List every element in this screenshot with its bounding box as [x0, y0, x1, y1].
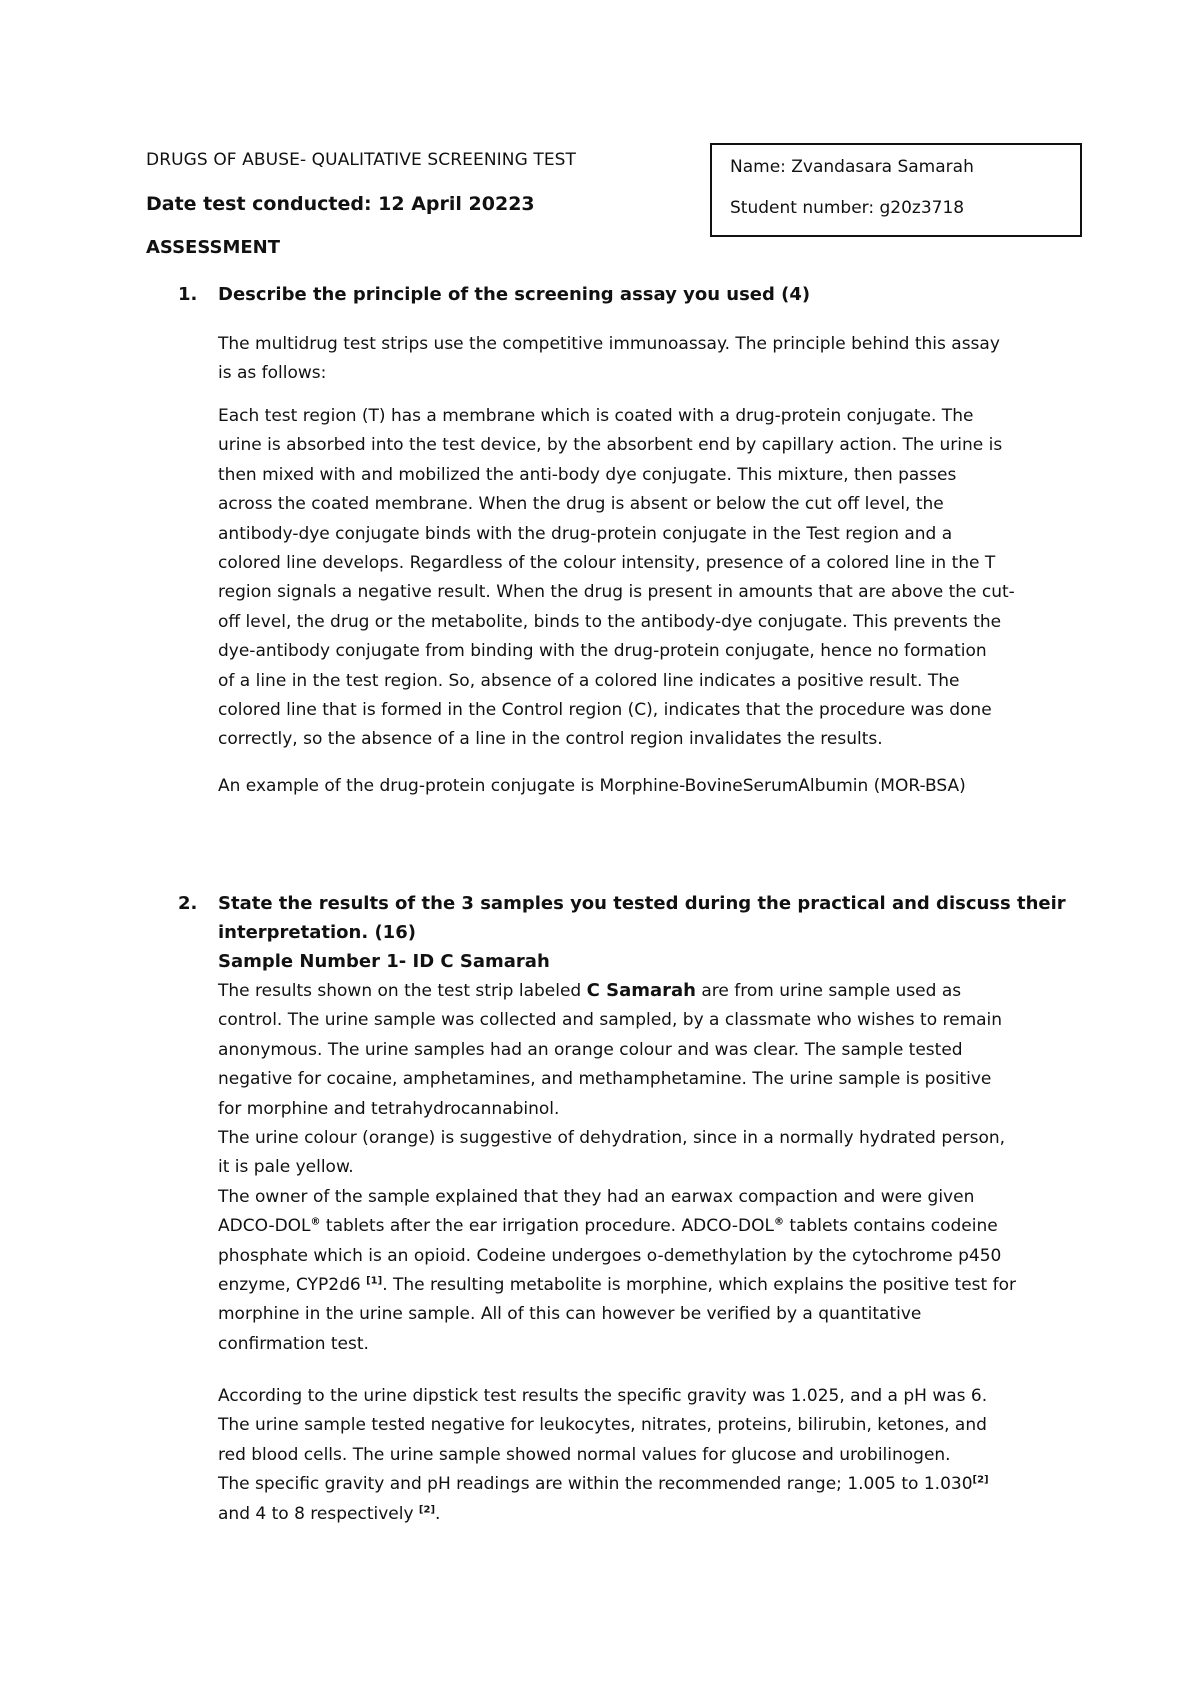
text-line: enzyme, CYP2d6 [1]. The resulting metabolite is morphine, which explains the positive test for — [218, 1275, 1016, 1296]
text-line: The specific gravity and pH readings are within the recommended range; 1.005 to 1.030[2] — [218, 1474, 989, 1495]
text-line: correctly, so the absence of a line in the control region invalidates the results. — [218, 729, 883, 750]
text-line: antibody-dye conjugate binds with the drug-protein conjugate in the Test region and a — [218, 523, 953, 544]
text-line: Each test region (T) has a membrane which is coated with a drug-protein conjugate. The — [218, 406, 974, 426]
text-line: The multidrug test strips use the competitive immunoassay. The principle behind this assay — [218, 334, 1000, 354]
question-1-intro — [218, 330, 1060, 389]
text-line: dye-antibody conjugate from binding with the drug-protein conjugate, hence no formation — [218, 641, 987, 662]
question-2-heading — [218, 889, 1078, 976]
text-line: for morphine and tetrahydrocannabinol. — [218, 1098, 560, 1119]
question-2-heading-line: interpretation. (16) — [218, 922, 416, 943]
question-2-heading-line: State the results of the 3 samples you tested during the practical and discuss their — [218, 893, 1066, 914]
date-conducted: Date test conducted: 12 April 20223 — [146, 193, 535, 215]
question-1-example — [218, 772, 1060, 801]
text-line: An example of the drug-protein conjugate is Morphine-BovineSerumAlbumin (MOR-BSA) — [218, 776, 966, 796]
text-line: colored line that is formed in the Control region (C), indicates that the procedure was done — [218, 700, 992, 721]
text-line: across the coated membrane. When the drug is absent or below the cut off level, the — [218, 494, 944, 515]
text-line: of a line in the test region. So, absence of a colored line indicates a positive result. The — [218, 670, 960, 691]
text-line: The owner of the sample explained that they had an earwax compaction and were given — [218, 1186, 975, 1207]
text-line: The urine sample tested negative for leukocytes, nitrates, proteins, bilirubin, ketones, and — [218, 1415, 987, 1436]
text-line: it is pale yellow. — [218, 1157, 354, 1178]
text-line: The results shown on the test strip labeled C Samarah are from urine sample used as — [218, 980, 962, 1001]
text-line: According to the urine dipstick test results the specific gravity was 1.025, and a pH was 6. — [218, 1386, 988, 1406]
reference-1: [1] — [366, 1275, 383, 1287]
text-line: anonymous. The urine samples had an orange colour and was clear. The sample tested — [218, 1039, 963, 1060]
question-1-body — [218, 402, 1060, 755]
text-line: phosphate which is an opioid. Codeine undergoes o-demethylation by the cytochrome p450 — [218, 1245, 1002, 1266]
text-line: colored line develops. Regardless of the colour intensity, presence of a colored line in the T — [218, 553, 996, 574]
student-name: Name: Zvandasara Samarah — [730, 157, 974, 177]
text-line: negative for cocaine, amphetamines, and methamphetamine. The urine sample is positive — [218, 1069, 992, 1090]
text-line: off level, the drug or the metabolite, binds to the antibody-dye conjugate. This prevents the — [218, 611, 1002, 632]
text-line: red blood cells. The urine sample showed normal values for glucose and urobilinogen. — [218, 1444, 951, 1465]
text-line: region signals a negative result. When the drug is present in amounts that are above the cut- — [218, 582, 1015, 603]
dipstick-discussion — [218, 1382, 1060, 1529]
reference-2: [2] — [418, 1503, 436, 1515]
student-info-box — [710, 143, 1082, 237]
reference-2: [2] — [972, 1474, 989, 1486]
text-line: The urine colour (orange) is suggestive of dehydration, since in a normally hydrated person, — [218, 1128, 1006, 1149]
text-line: morphine in the urine sample. All of this can however be verified by a quantitative — [218, 1304, 922, 1325]
text-line: confirmation test. — [218, 1333, 369, 1354]
student-number: Student number: g20z3718 — [730, 198, 965, 218]
document-title: DRUGS OF ABUSE- QUALITATIVE SCREENING TEST — [146, 150, 577, 170]
section-heading: ASSESSMENT — [146, 237, 281, 258]
question-1-heading: Describe the principle of the screening assay you used (4) — [218, 284, 811, 305]
question-2-number: 2. — [178, 893, 198, 914]
text-line: and 4 to 8 respectively [2]. — [218, 1503, 441, 1524]
text-line: control. The urine sample was collected and sampled, by a classmate who wishes to remain — [218, 1010, 1003, 1031]
sample-1-discussion — [218, 976, 1060, 1359]
sample-label: C Samarah — [586, 980, 696, 1001]
text-line: urine is absorbed into the test device, by the absorbent end by capillary action. The urine is — [218, 435, 1003, 456]
sample-heading: Sample Number 1- ID C Samarah — [218, 951, 550, 972]
text-line: then mixed with and mobilized the anti-body dye conjugate. This mixture, then passes — [218, 464, 957, 485]
question-1-number: 1. — [178, 284, 198, 305]
text-line: is as follows: — [218, 363, 327, 384]
text-line: ADCO-DOL® tablets after the ear irrigation procedure. ADCO-DOL® tablets contains codeine — [218, 1216, 998, 1237]
